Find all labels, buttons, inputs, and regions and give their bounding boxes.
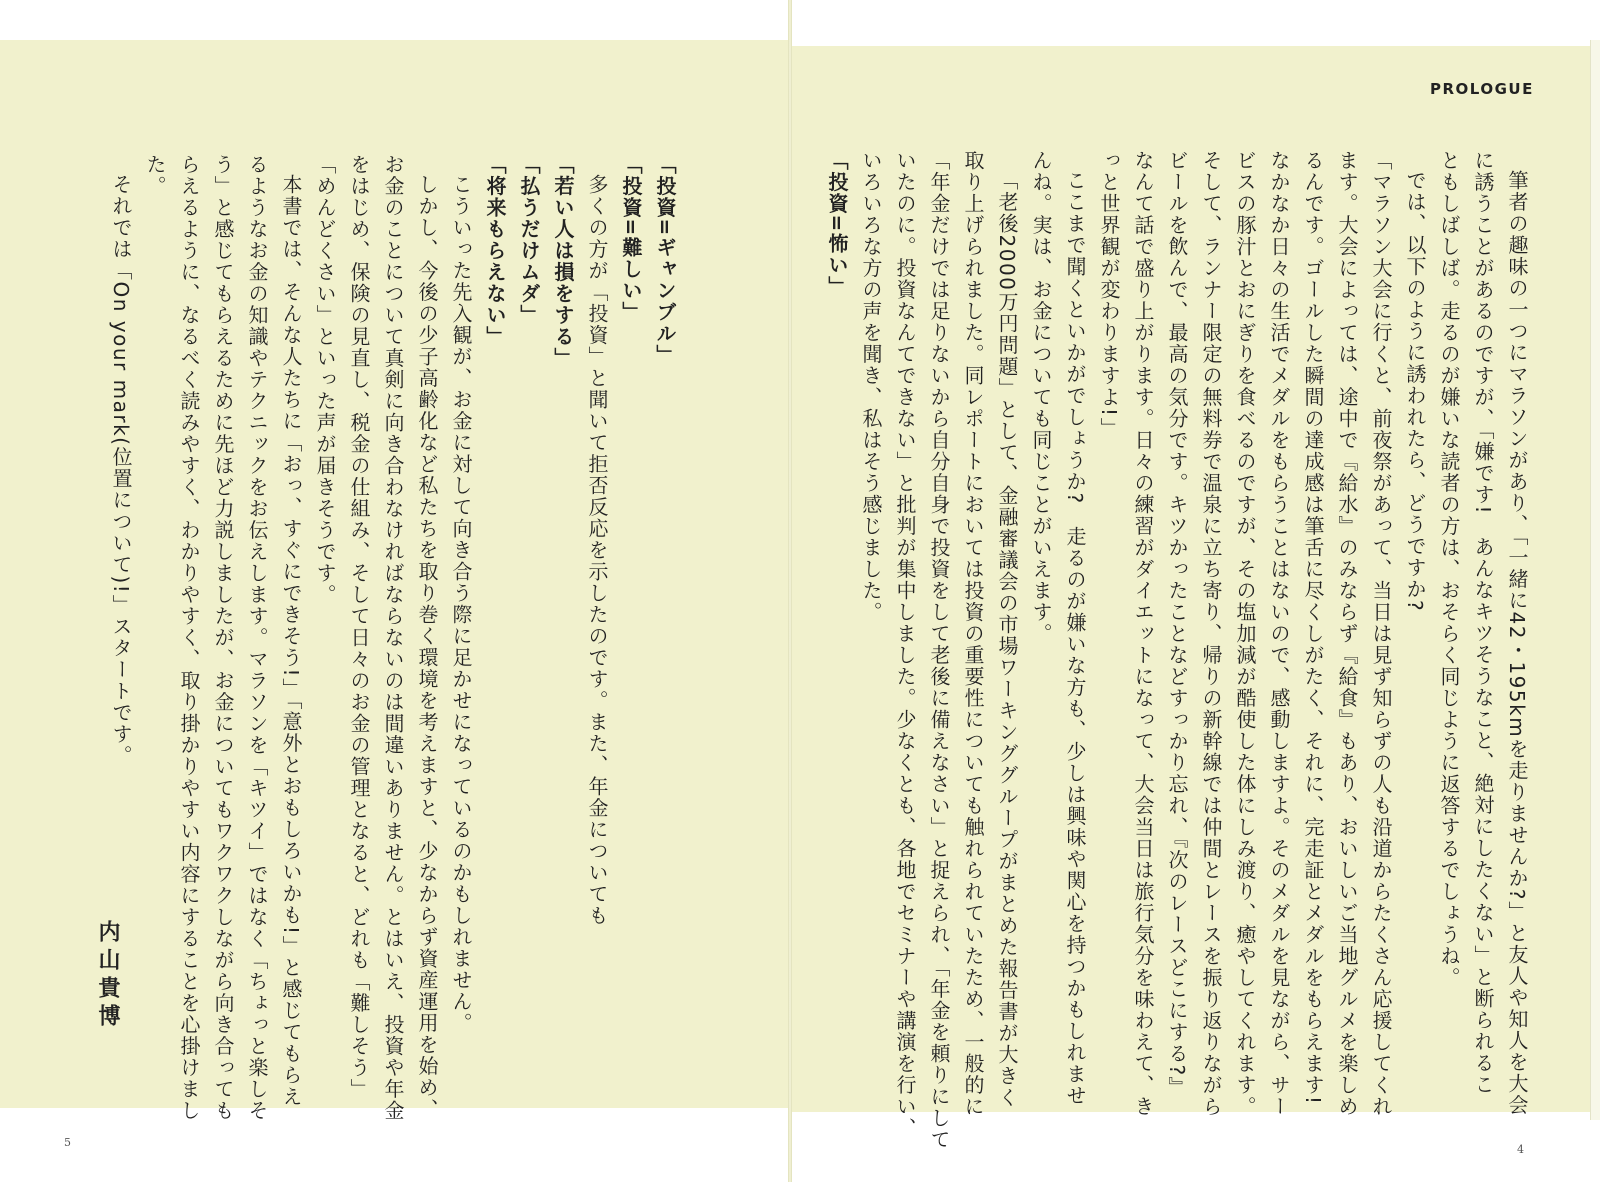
paragraph: らえるように、なるべく読みやすく、わかりやすく、取り掛かりやすい内容にすることを心掛けまし: [177, 154, 201, 1122]
paragraph: た。: [143, 154, 167, 197]
section-label: PROLOGUE: [1430, 80, 1534, 98]
right-page-body: [820, 150, 1534, 1151]
paragraph: なかなか日々の生活でメダルをもらうことはないので、感動しますよ。そのメダルを見ながら、サー: [1267, 150, 1291, 1118]
left-page-body: [104, 154, 682, 1122]
page-number-right: 4: [1517, 1143, 1524, 1156]
paragraph: お金のことについて真剣に向き合わなければならないのは間違いありません。とはいえ、投資や年金: [381, 154, 405, 1122]
emphasis-line: 「若い人は損をする」: [551, 154, 575, 369]
paragraph: 筆者の趣味の一つにマラソンがあり、「一緒に42・195kmを走りませんか?」と友人や知人を大会: [1505, 170, 1529, 1116]
paragraph: ビスの豚汁とおにぎりを食べるのですが、その塩加減が酷使した体にしみ渡り、癒やしてくれます。: [1233, 150, 1257, 1118]
paragraph: に誘うことがあるのですが、「嫌です! あんなキツそうなこと、絶対にしたくない」と断られるこ: [1471, 150, 1495, 1096]
paragraph: では、以下のように誘われたら、どうですか?: [1403, 170, 1427, 613]
book-gutter: [788, 0, 792, 1182]
paragraph: なんて話で盛り上がります。日々の練習がダイエットになって、大会当日は旅行気分を味わえて、き: [1131, 150, 1155, 1118]
paragraph: っと世界観が変わりますよ!」: [1097, 150, 1121, 440]
emphasis-line: 「将来もらえない」: [483, 154, 507, 348]
paragraph: 本書では、そんな人たちに「おっ、すぐにできそう!」「意外とおもしろいかも!」と感じてもらえ: [279, 174, 303, 1108]
emphasis-line: 「投資=ギャンブル」: [653, 154, 677, 366]
emphasis-line: 「投資=怖い」: [825, 150, 849, 298]
paragraph: るんです。ゴールした瞬間の達成感は筆舌に尽くしがたく、それに、完走証とメダルをもらえます!: [1301, 150, 1325, 1106]
paragraph: 「めんどくさい」といった声が届きそうです。: [313, 154, 337, 606]
emphasis-line: 「払うだけムダ」: [517, 154, 541, 326]
page-number-left: 5: [64, 1136, 71, 1149]
paragraph: ます。大会によっては、途中で『給水』のみならず『給食』もあり、おいしいご当地グルメを楽しめ: [1335, 150, 1359, 1118]
paragraph: 取り上げられました。同レポートにおいては投資の重要性についても触れられていたため、一般的に: [961, 150, 985, 1118]
paragraph: をはじめ、保険の見直し、税金の仕組み、そして日々のお金の管理となると、どれも「難しそう」: [347, 154, 371, 1100]
paragraph: 「年金だけでは足りないから自分自身で投資をして老後に備えなさい」と捉えられ、「年金を頼りにして: [927, 150, 951, 1151]
paragraph: 多くの方が「投資」と聞いて拒否反応を示したのです。また、年金についても: [585, 174, 609, 927]
paragraph: こういった先入観が、お金に対して向き合う際に足かせになっているのかもしれません。: [449, 174, 473, 1034]
author-name: 内山貴博: [95, 920, 120, 1032]
paragraph: ビールを飲んで、最高の気分です。キツかったことなどすっかり忘れ、『次のレースどこにする?』: [1165, 150, 1189, 1099]
paragraph: 「マラソン大会に行くと、前夜祭があって、当日は見ず知らずの人も沿道からたくさん応援してくれ: [1369, 150, 1393, 1118]
paragraph: ここまで聞くといかがでしょうか? 走るのが嫌いな方も、少しは興味や関心を持つかもしれませ: [1063, 170, 1087, 1107]
paragraph: しかし、今後の少子高齢化など私たちを取り巻く環境を考えますと、少なからず資産運用を始め、: [415, 174, 439, 1120]
paragraph: そして、ランナー限定の無料券で温泉に立ち寄り、帰りの新幹線では仲間とレースを振り返りながら: [1199, 150, 1223, 1118]
paragraph: それでは「On your mark(位置について)!」スタートです。: [109, 174, 133, 767]
paragraph: ともしばしば。走るのが嫌いな読者の方は、おそらく同じように返答するでしょうね。: [1437, 150, 1461, 989]
paragraph: んね。実は、お金についても同じことがいえます。: [1029, 150, 1053, 645]
paragraph: るようなお金の知識やテクニックをお伝えします。マラソンを「キツイ」ではなく「ちょっと楽しそ: [245, 154, 269, 1122]
paragraph: いろいろな方の声を聞き、私はそう感じました。: [859, 150, 883, 623]
page-edge: [1590, 40, 1600, 1120]
paragraph: う」と感じてもらえるために先ほど力説しましたが、お金についてもワクワクしながら向き合っても: [211, 154, 235, 1122]
paragraph: いたのに。投資なんてできない」と批判が集中しました。少なくとも、各地でセミナーや講演を行い、: [893, 150, 917, 1139]
paragraph: 「老後2000万円問題」として、金融審議会の市場ワーキンググループがまとめた報告書が大きく: [995, 170, 1019, 1109]
emphasis-line: 「投資=難しい」: [619, 154, 643, 323]
